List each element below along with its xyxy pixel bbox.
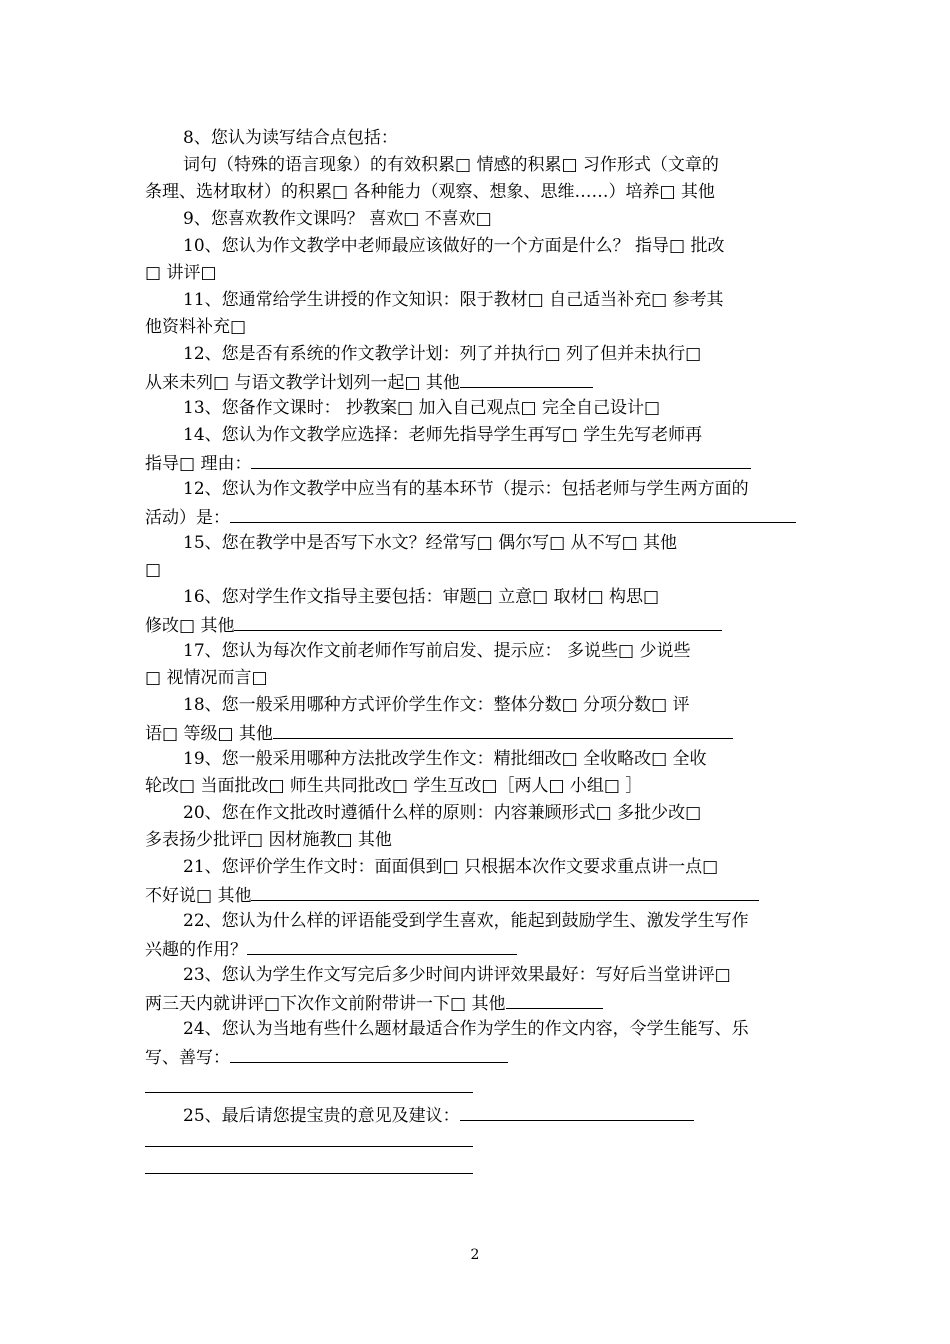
q23-options: 两三天内就讲评□下次作文前附带讲一下□ 其他 <box>145 994 506 1014</box>
q8-options-line2: 条理、选材取材）的积累□ 各种能力（观察、想象、思维……）培养□ 其他 <box>145 182 715 202</box>
q15-question-cont: □ <box>145 560 162 580</box>
q22-answer-blank[interactable] <box>247 935 517 955</box>
q20-question-cont: 多表扬少批评□ 因材施教□ 其他 <box>145 830 392 850</box>
q25-answer-blank[interactable] <box>460 1101 694 1121</box>
q8-options-line1: 词句（特殊的语言现象）的有效积累□ 情感的积累□ 习作形式（文章的 <box>183 155 719 175</box>
q12-options: 从来未列□ 与语文教学计划列一起□ 其他 <box>145 373 460 393</box>
q23-other-blank[interactable] <box>506 989 603 1009</box>
q25-answer-line-2[interactable] <box>145 1146 473 1147</box>
q21-other-blank[interactable] <box>251 881 759 901</box>
q18-other-blank[interactable] <box>273 719 733 739</box>
q12b-question-cont <box>145 503 807 529</box>
q16-other-blank[interactable] <box>234 611 722 631</box>
q14-reason-blank[interactable] <box>251 449 751 469</box>
page-number: 2 <box>470 1247 480 1263</box>
q14-reason-label: 指导□ 理由： <box>145 454 252 474</box>
q24-label: 写、善写： <box>145 1048 230 1068</box>
q21-question-cont <box>145 881 807 907</box>
q18-options: 语□ 等级□ 其他 <box>145 724 273 744</box>
q13-question: 13、您备作文课时： 抄教案□ 加入自己观点□ 完全自己设计□ <box>183 398 661 418</box>
q10-question: 10、您认为作文教学中老师最应该做好的一个方面是什么？ 指导□ 批改 <box>183 236 725 256</box>
q12b-answer-blank[interactable] <box>230 503 796 523</box>
q22-question-cont <box>145 935 807 961</box>
q17-question-cont: □ 视情况而言□ <box>145 668 268 688</box>
q22-question: 22、您认为什么样的评语能受到学生喜欢，能起到鼓励学生、激发学生写作 <box>183 911 749 931</box>
q21-options: 不好说□ 其他 <box>145 886 252 906</box>
q24-answer-line-2[interactable] <box>145 1092 473 1093</box>
q14-question: 14、您认为作文教学应选择：老师先指导学生再写□ 学生先写老师再 <box>183 425 703 445</box>
q12b-question: 12、您认为作文教学中应当有的基本环节（提示：包括老师与学生两方面的 <box>183 479 749 499</box>
q23-question: 23、您认为学生作文写完后多少时间内讲评效果最好：写好后当堂讲评□ <box>183 965 731 985</box>
q24-question: 24、您认为当地有些什么题材最适合作为学生的作文内容，令学生能写、乐 <box>183 1019 749 1039</box>
q17-question: 17、您认为每次作文前老师作写前启发、提示应： 多说些□ 少说些 <box>183 641 691 661</box>
q15-question: 15、您在教学中是否写下水文？经常写□ 偶尔写□ 从不写□ 其他 <box>183 533 678 553</box>
q9-question: 9、您喜欢教作文课吗？ 喜欢□ 不喜欢□ <box>183 209 492 229</box>
q19-question: 19、您一般采用哪种方法批改学生作文：精批细改□ 全收略改□ 全收 <box>183 749 707 769</box>
q14-question-cont <box>145 449 807 475</box>
q22-label: 兴趣的作用？ <box>145 940 247 960</box>
q21-question: 21、您评价学生作文时：面面俱到□ 只根据本次作文要求重点讲一点□ <box>183 857 719 877</box>
q25-label: 25、最后请您提宝贵的意见及建议： <box>183 1106 460 1126</box>
q10-question-cont: □ 讲评□ <box>145 263 217 283</box>
q23-question-cont <box>145 989 807 1015</box>
q19-question-cont: 轮改□ 当面批改□ 师生共同批改□ 学生互改□［两人□ 小组□ ］ <box>145 776 643 796</box>
q8-question: 8、您认为读写结合点包括： <box>183 128 398 148</box>
q11-question-cont: 他资料补充□ <box>145 317 247 337</box>
q12-other-blank[interactable] <box>460 368 593 388</box>
q16-question: 16、您对学生作文指导主要包括：审题□ 立意□ 取材□ 构思□ <box>183 587 660 607</box>
q12b-label: 活动）是： <box>145 508 230 528</box>
q24-question-cont <box>145 1043 807 1069</box>
q18-question: 18、您一般采用哪种方式评价学生作文：整体分数□ 分项分数□ 评 <box>183 695 690 715</box>
q11-question: 11、您通常给学生讲授的作文知识：限于教材□ 自己适当补充□ 参考其 <box>183 290 724 310</box>
q20-question: 20、您在作文批改时遵循什么样的原则：内容兼顾形式□ 多批少改□ <box>183 803 702 823</box>
q18-question-cont <box>145 719 807 745</box>
q24-answer-blank[interactable] <box>230 1043 508 1063</box>
q25-answer-line-3[interactable] <box>145 1173 473 1174</box>
q16-options: 修改□ 其他 <box>145 616 235 636</box>
q12-question: 12、您是否有系统的作文教学计划：列了并执行□ 列了但并未执行□ <box>183 344 702 364</box>
q16-question-cont <box>145 611 807 637</box>
q25-question <box>183 1101 807 1127</box>
q12-question-cont <box>145 368 807 394</box>
